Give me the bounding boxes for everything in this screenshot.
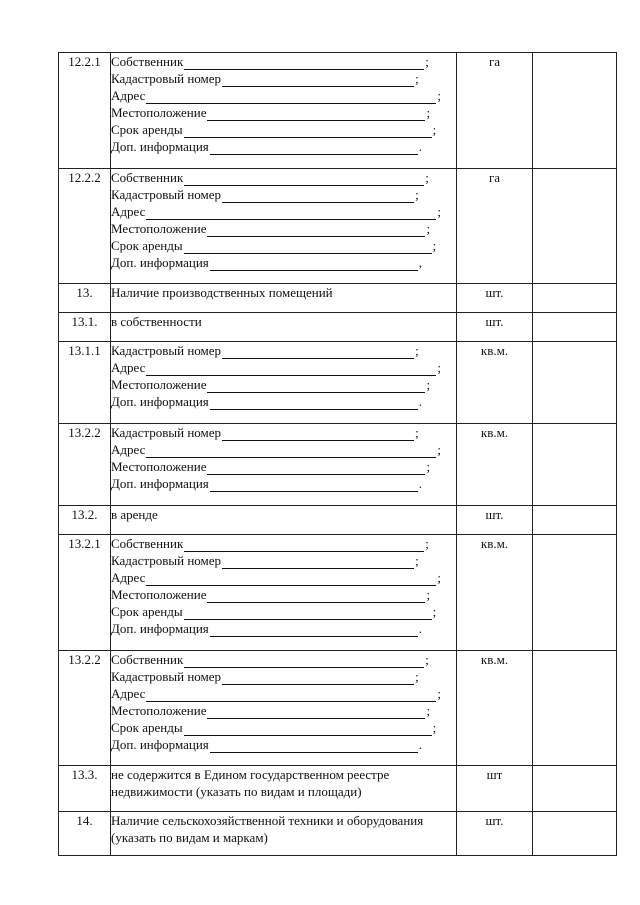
row-value-cell[interactable] — [533, 766, 617, 812]
field-terminator: ; — [426, 105, 431, 120]
field-input-line[interactable] — [146, 688, 436, 702]
form-field — [111, 586, 456, 603]
row-unit: кв.м. — [457, 535, 533, 651]
row-value-cell[interactable] — [533, 313, 617, 342]
field-label: Срок аренды — [111, 604, 183, 619]
form-field — [111, 620, 456, 637]
field-input-line[interactable] — [146, 444, 436, 458]
field-label: Кадастровый номер — [111, 343, 222, 358]
table-row — [59, 53, 617, 169]
row-description: в аренде — [111, 506, 457, 535]
field-label: Кадастровый номер — [111, 553, 222, 568]
field-label: Адрес — [111, 204, 146, 219]
field-terminator: ; — [432, 604, 437, 619]
field-terminator: ; — [415, 553, 419, 568]
form-field — [111, 138, 456, 155]
field-terminator: ; — [432, 720, 437, 735]
field-input-line[interactable] — [207, 107, 425, 121]
field-terminator: ; — [437, 442, 441, 457]
form-field — [111, 441, 456, 458]
field-label: Собственник — [111, 170, 184, 185]
field-input-line[interactable] — [210, 623, 418, 637]
field-label: Срок аренды — [111, 720, 183, 735]
field-input-line[interactable] — [222, 345, 414, 359]
row-description — [111, 342, 457, 424]
field-label: Кадастровый номер — [111, 71, 222, 86]
form-field — [111, 342, 456, 359]
field-input-line[interactable] — [184, 56, 424, 70]
field-label: Собственник — [111, 536, 184, 551]
row-description — [111, 53, 457, 169]
field-terminator: ; — [432, 238, 437, 253]
row-value-cell[interactable] — [533, 284, 617, 313]
field-terminator: ; — [437, 88, 441, 103]
field-label: Доп. информация — [111, 255, 209, 270]
row-value-cell[interactable] — [533, 506, 617, 535]
field-input-line[interactable] — [210, 257, 418, 271]
form-field — [111, 393, 456, 410]
field-label: Доп. информация — [111, 621, 209, 636]
row-number: 13.1. — [59, 313, 111, 342]
row-unit: шт. — [457, 284, 533, 313]
form-field — [111, 685, 456, 702]
field-label: Адрес — [111, 570, 146, 585]
field-terminator: ; — [432, 122, 437, 137]
field-label: Адрес — [111, 686, 146, 701]
field-input-line[interactable] — [222, 73, 414, 87]
row-unit: шт. — [457, 313, 533, 342]
field-input-line[interactable] — [207, 461, 425, 475]
field-label: Местоположение — [111, 377, 207, 392]
row-description: не содержится в Едином государственном реестре недвижимости (указать по видам и площади) — [111, 766, 457, 812]
form-field — [111, 603, 456, 620]
field-label: Доп. информация — [111, 476, 209, 491]
field-label: Доп. информация — [111, 737, 209, 752]
row-number: 13.2. — [59, 506, 111, 535]
field-terminator: ; — [426, 587, 431, 602]
form-field — [111, 104, 456, 121]
form-field — [111, 458, 456, 475]
field-terminator: ; — [425, 170, 429, 185]
field-terminator: ; — [425, 536, 429, 551]
field-terminator: ; — [426, 703, 431, 718]
field-label: Кадастровый номер — [111, 425, 222, 440]
field-input-line[interactable] — [222, 555, 414, 569]
field-input-line[interactable] — [222, 671, 414, 685]
form-table — [58, 52, 617, 856]
field-input-line[interactable] — [222, 427, 414, 441]
field-terminator: ; — [437, 204, 441, 219]
field-input-line[interactable] — [207, 589, 425, 603]
row-description: Наличие сельскохозяйственной техники и оборудования (указать по видам и маркам) — [111, 812, 457, 856]
row-value-cell[interactable] — [533, 812, 617, 856]
field-terminator: ; — [415, 669, 419, 684]
table-row — [59, 535, 617, 651]
field-label: Местоположение — [111, 221, 207, 236]
table-row — [59, 342, 617, 424]
form-body — [59, 53, 617, 856]
form-field — [111, 376, 456, 393]
field-label: Кадастровый номер — [111, 669, 222, 684]
field-terminator: . — [418, 737, 423, 752]
form-field — [111, 668, 456, 685]
field-input-line[interactable] — [184, 124, 432, 138]
row-value-cell[interactable] — [533, 535, 617, 651]
row-description: Наличие производственных помещений — [111, 284, 457, 313]
field-input-line[interactable] — [184, 722, 432, 736]
field-terminator: . — [418, 139, 423, 154]
field-label: Собственник — [111, 54, 184, 69]
field-terminator: ; — [415, 71, 419, 86]
form-field — [111, 203, 456, 220]
form-field — [111, 719, 456, 736]
row-number: 13.2.2 — [59, 424, 111, 506]
row-number: 14. — [59, 812, 111, 856]
row-value-cell[interactable] — [533, 53, 617, 169]
field-terminator: ; — [426, 221, 431, 236]
field-label: Адрес — [111, 442, 146, 457]
field-label: Местоположение — [111, 587, 207, 602]
field-input-line[interactable] — [207, 223, 425, 237]
field-label: Адрес — [111, 360, 146, 375]
field-input-line[interactable] — [146, 362, 436, 376]
field-terminator: ; — [437, 360, 441, 375]
field-terminator: . — [418, 621, 423, 636]
row-value-cell[interactable] — [533, 651, 617, 766]
table-row — [59, 313, 617, 342]
row-unit: шт. — [457, 506, 533, 535]
row-number: 12.2.1 — [59, 53, 111, 169]
row-number: 13.2.2 — [59, 651, 111, 766]
field-label: Кадастровый номер — [111, 187, 222, 202]
row-description: в собственности — [111, 313, 457, 342]
row-number: 12.2.2 — [59, 169, 111, 284]
field-label: Срок аренды — [111, 238, 183, 253]
field-input-line[interactable] — [210, 141, 418, 155]
field-terminator: ; — [426, 377, 431, 392]
row-description — [111, 424, 457, 506]
row-number: 13. — [59, 284, 111, 313]
form-field — [111, 736, 456, 753]
form-field — [111, 552, 456, 569]
row-number: 13.3. — [59, 766, 111, 812]
row-value-cell[interactable] — [533, 342, 617, 424]
table-row — [59, 651, 617, 766]
row-number: 13.1.1 — [59, 342, 111, 424]
field-input-line[interactable] — [207, 379, 425, 393]
field-input-line[interactable] — [184, 172, 424, 186]
table-row — [59, 284, 617, 313]
row-unit: кв.м. — [457, 651, 533, 766]
field-terminator: ; — [426, 459, 431, 474]
field-terminator: ; — [437, 686, 441, 701]
form-field — [111, 569, 456, 586]
row-unit: кв.м. — [457, 424, 533, 506]
field-input-line[interactable] — [184, 654, 424, 668]
row-number: 13.2.1 — [59, 535, 111, 651]
field-terminator: . — [418, 476, 423, 491]
field-terminator: ; — [415, 187, 419, 202]
field-input-line[interactable] — [146, 90, 436, 104]
row-unit: кв.м. — [457, 342, 533, 424]
field-label: Собственник — [111, 652, 184, 667]
form-field — [111, 475, 456, 492]
form-field — [111, 237, 456, 254]
form-field — [111, 53, 456, 70]
field-input-line[interactable] — [207, 705, 425, 719]
form-field — [111, 254, 456, 271]
row-description — [111, 169, 457, 284]
row-unit: га — [457, 53, 533, 169]
form-field — [111, 121, 456, 138]
field-input-line[interactable] — [222, 189, 414, 203]
field-terminator: ; — [425, 652, 429, 667]
field-label: Местоположение — [111, 459, 207, 474]
field-input-line[interactable] — [210, 739, 418, 753]
field-terminator: ; — [415, 343, 419, 358]
table-row — [59, 506, 617, 535]
row-unit: шт. — [457, 812, 533, 856]
row-description — [111, 535, 457, 651]
field-input-line[interactable] — [210, 396, 418, 410]
form-field — [111, 702, 456, 719]
form-field — [111, 359, 456, 376]
form-field — [111, 424, 456, 441]
field-label: Срок аренды — [111, 122, 183, 137]
row-unit: га — [457, 169, 533, 284]
field-input-line[interactable] — [146, 206, 436, 220]
form-field — [111, 535, 456, 552]
field-input-line[interactable] — [184, 606, 432, 620]
row-value-cell[interactable] — [533, 424, 617, 506]
table-row — [59, 766, 617, 812]
form-field — [111, 220, 456, 237]
field-terminator: ; — [425, 54, 429, 69]
form-field — [111, 651, 456, 668]
field-terminator: , — [418, 255, 423, 270]
field-terminator: . — [418, 394, 423, 409]
field-input-line[interactable] — [184, 240, 432, 254]
form-field — [111, 87, 456, 104]
row-unit: шт — [457, 766, 533, 812]
row-value-cell[interactable] — [533, 169, 617, 284]
field-label: Местоположение — [111, 703, 207, 718]
field-label: Доп. информация — [111, 394, 209, 409]
field-label: Адрес — [111, 88, 146, 103]
field-input-line[interactable] — [184, 538, 424, 552]
table-row — [59, 169, 617, 284]
form-field — [111, 186, 456, 203]
field-input-line[interactable] — [146, 572, 436, 586]
field-terminator: ; — [415, 425, 419, 440]
field-terminator: ; — [437, 570, 441, 585]
field-label: Доп. информация — [111, 139, 209, 154]
field-input-line[interactable] — [210, 478, 418, 492]
form-field — [111, 169, 456, 186]
form-field — [111, 70, 456, 87]
table-row — [59, 812, 617, 856]
table-row — [59, 424, 617, 506]
row-description — [111, 651, 457, 766]
field-label: Местоположение — [111, 105, 207, 120]
